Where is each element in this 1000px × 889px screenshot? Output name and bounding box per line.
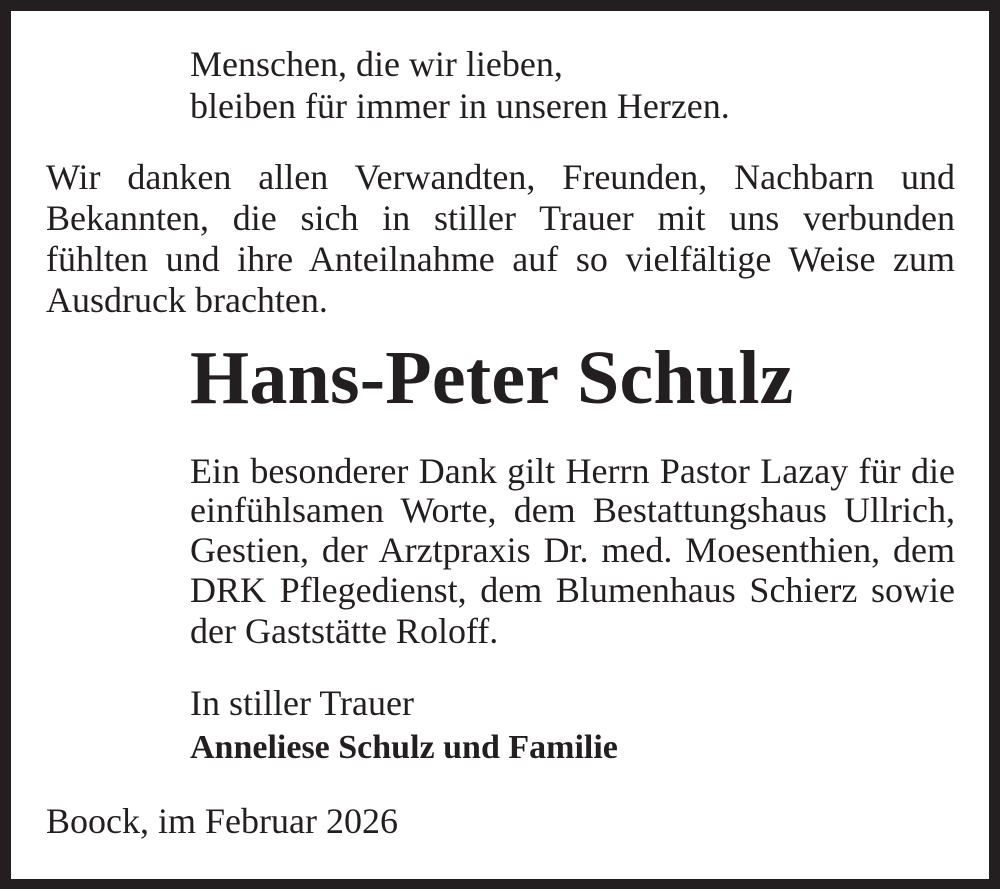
special-thanks-line: einfühlsamen Worte, dem Bestattungshaus Ullrich, — [190, 490, 955, 530]
deceased-name: Hans-Peter Schulz — [190, 336, 794, 420]
mourning-phrase: In stiller Trauer — [190, 683, 414, 723]
motto-line: Menschen, die wir lieben, — [190, 44, 563, 84]
family-signature: Anneliese Schulz und Familie — [190, 729, 618, 766]
special-thanks-line: DRK Pflegedienst, dem Blumenhaus Schierz sowie — [190, 570, 955, 610]
thanks-line: Bekannten, die sich in stiller Trauer mit uns verbunden — [46, 198, 955, 238]
motto-line: bleiben für immer in unseren Herzen. — [190, 86, 730, 126]
thanks-line: Ausdruck brachten. — [46, 280, 328, 320]
thanks-line: Wir danken allen Verwandten, Freunden, Nachbarn und — [46, 157, 955, 197]
motto — [190, 44, 730, 128]
special-thanks-line: Ein besonderer Dank gilt Herrn Pastor Lazay für die — [190, 451, 955, 491]
special-thanks-line: der Gaststätte Roloff. — [190, 611, 499, 651]
special-thanks-line: Gestien, der Arztpraxis Dr. med. Moesenthien, dem — [190, 530, 955, 570]
thanks-line: fühlten und ihre Anteilnahme auf so vielfältige Weise zum — [46, 239, 955, 279]
place-date: Boock, im Februar 2026 — [46, 801, 398, 841]
